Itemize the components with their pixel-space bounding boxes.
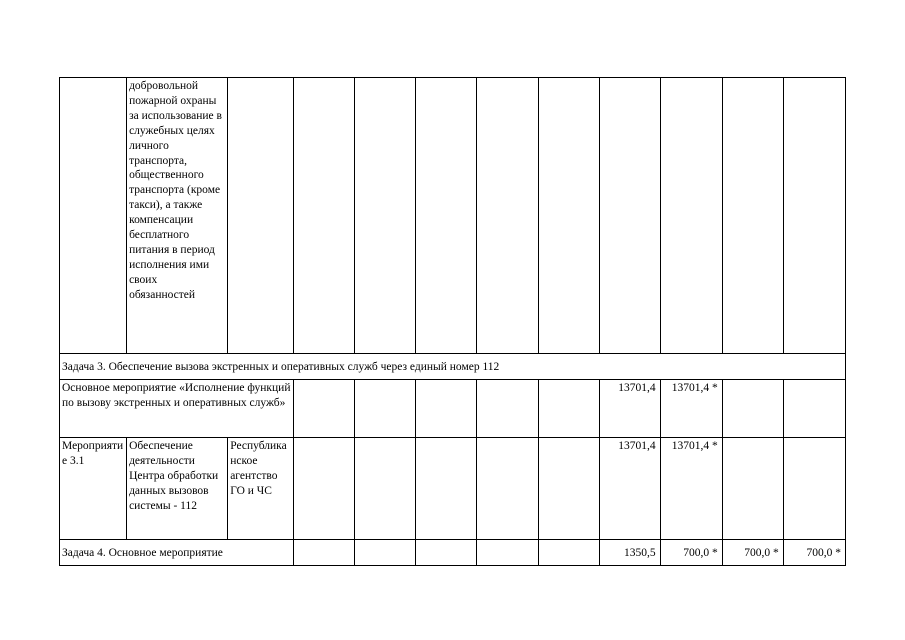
cell-executor-empty (228, 78, 294, 354)
table-row-event-3-1 (60, 438, 846, 540)
cell-empty (538, 78, 599, 354)
cell-empty (783, 438, 845, 540)
event-3-1-value-2: 13701,4 * (660, 438, 722, 540)
cell-empty (599, 78, 660, 354)
cell-empty (477, 438, 538, 540)
cell-empty (538, 380, 599, 438)
main-event-label: Основное мероприятие «Исполнение функций по вызову экстренных и оперативных служб» (60, 380, 294, 438)
table-row-main-event (60, 380, 846, 438)
cell-empty (355, 380, 416, 438)
task-4-value-3: 700,0 * (722, 540, 783, 566)
cell-empty (783, 380, 845, 438)
main-event-value-1: 13701,4 (599, 380, 660, 438)
task-4-value-4: 700,0 * (783, 540, 845, 566)
cell-code-empty (60, 78, 127, 354)
cell-empty (477, 540, 538, 566)
cell-empty (722, 78, 783, 354)
table-row-continuation (60, 78, 846, 354)
cell-empty (722, 380, 783, 438)
cell-empty (355, 438, 416, 540)
cell-empty (416, 78, 477, 354)
task-4-title: Задача 4. Основное мероприятие (60, 540, 294, 566)
cell-empty (294, 78, 355, 354)
table-row-task-4 (60, 540, 846, 566)
event-3-1-code: Мероприятие 3.1 (60, 438, 127, 540)
cell-empty (538, 438, 599, 540)
table-row-task-3 (60, 354, 846, 380)
task-4-value-1: 1350,5 (599, 540, 660, 566)
cell-empty (416, 540, 477, 566)
cell-empty (355, 540, 416, 566)
budget-table (59, 77, 846, 566)
cell-empty (294, 438, 355, 540)
event-3-1-name: Обеспечение деятельности Центра обработки данных вызовов системы - 112 (127, 438, 228, 540)
task-4-value-2: 700,0 * (660, 540, 722, 566)
cell-empty (660, 78, 722, 354)
cell-empty (722, 438, 783, 540)
cell-empty (477, 78, 538, 354)
cell-event-name-continuation: добровольной пожарной охраны за использование в служебных целях личного транспорта, общественного транспорта (кроме такси), а также компенсации бесплатного питания в период исполнения ими своих обязанностей (127, 78, 228, 354)
cell-empty (416, 380, 477, 438)
cell-empty (355, 78, 416, 354)
cell-empty (477, 380, 538, 438)
cell-empty (294, 540, 355, 566)
event-3-1-value-1: 13701,4 (599, 438, 660, 540)
cell-empty (416, 438, 477, 540)
task-3-title: Задача 3. Обеспечение вызова экстренных и оперативных служб через единый номер 112 (60, 354, 846, 380)
main-event-value-2: 13701,4 * (660, 380, 722, 438)
cell-empty (294, 380, 355, 438)
cell-empty (538, 540, 599, 566)
cell-empty (783, 78, 845, 354)
event-3-1-executor: Республиканское агентство ГО и ЧС (228, 438, 294, 540)
